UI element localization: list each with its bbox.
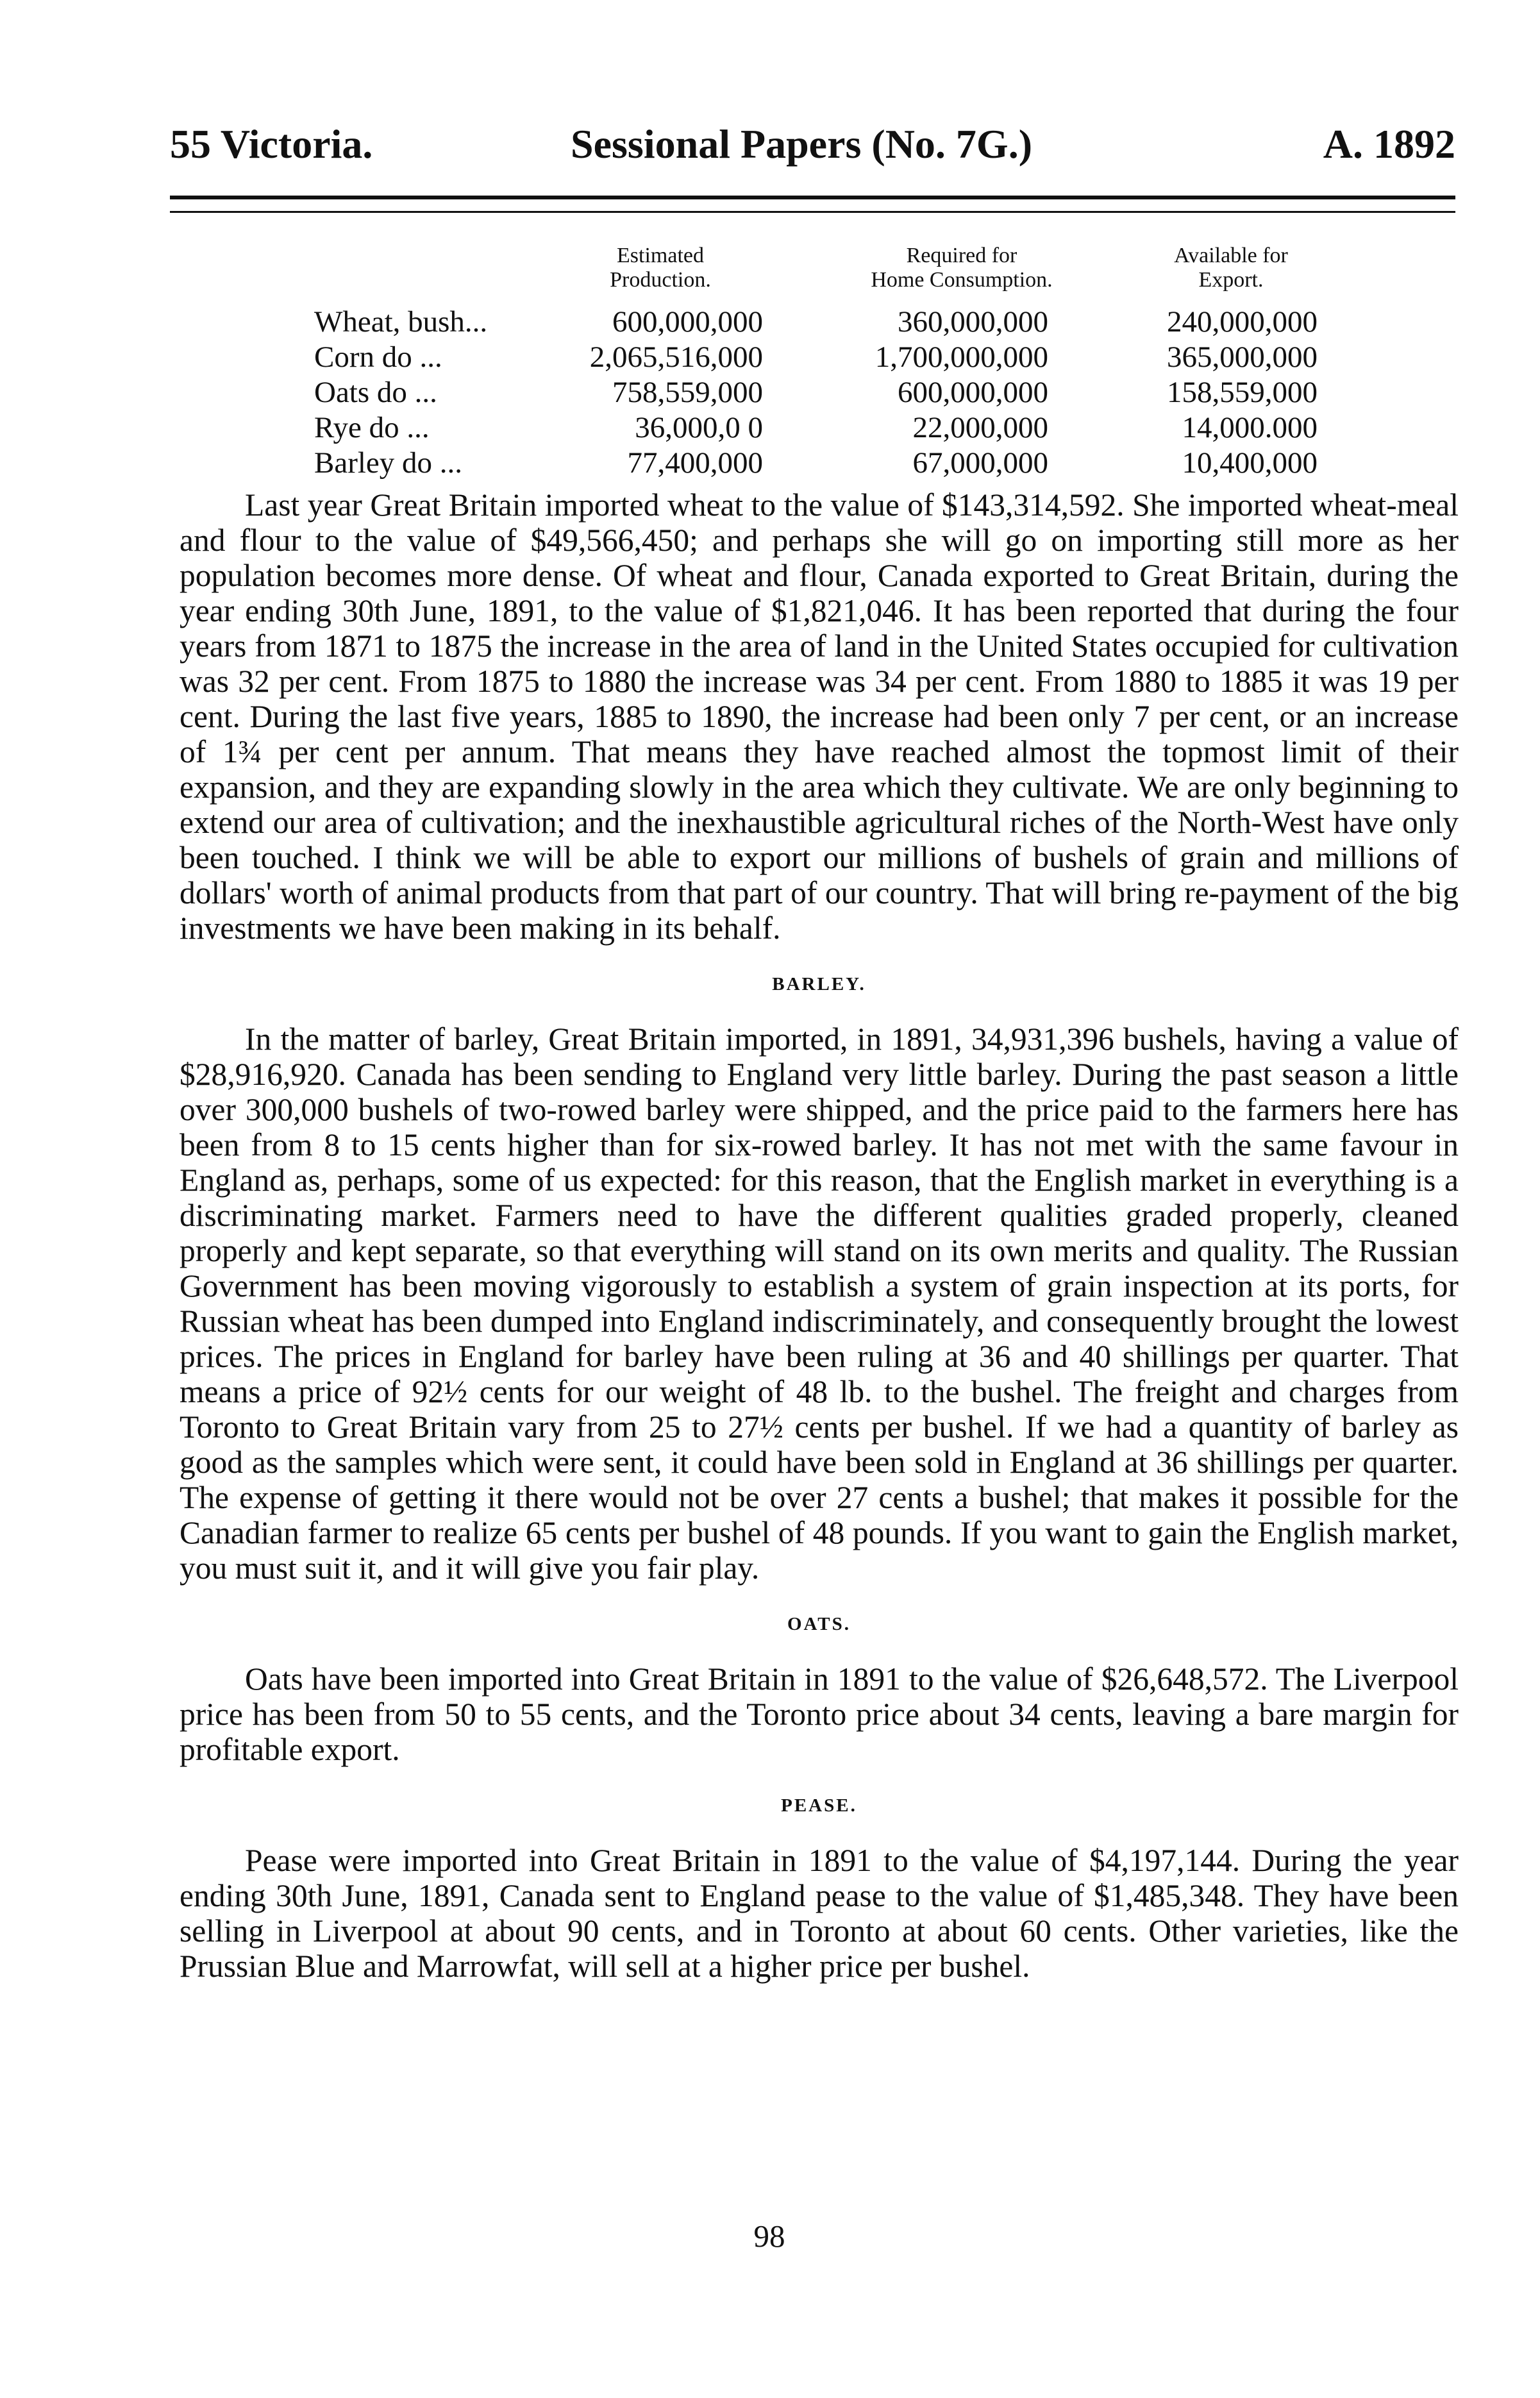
page-header	[170, 115, 1455, 173]
oats-paragraph: Oats have been imported into Great Britain in 1891 to the value of $26,648,572. The Liverpool price has been from 50 to 55 cents, and the Toronto price about 34 cents, leaving a bare margin for profitable export.	[180, 1661, 1459, 1767]
header-session: 55 Victoria.	[170, 121, 373, 167]
table-row	[0, 375, 1540, 410]
column-head-home-consumption: Required for Home Consumption.	[871, 244, 1053, 292]
table-row	[0, 305, 1540, 340]
row-crop: Wheat, bush...	[314, 305, 488, 339]
row-home: 22,000,000	[912, 411, 1048, 444]
table-row	[0, 446, 1540, 481]
row-crop: Barley do ...	[314, 446, 463, 480]
table-row	[0, 410, 1540, 446]
header-year: A. 1892	[1323, 121, 1455, 167]
row-home: 67,000,000	[912, 446, 1048, 480]
row-export: 158,559,000	[1167, 376, 1318, 409]
row-export: 14,000.000	[1182, 411, 1318, 444]
production-table	[0, 244, 1540, 481]
section-heading-pease: PEASE.	[781, 1795, 857, 1816]
row-estimated: 77,400,000	[627, 446, 763, 480]
row-home: 360,000,000	[898, 305, 1048, 339]
section-heading-barley: BARLEY.	[772, 974, 866, 994]
row-crop: Corn do ...	[314, 340, 442, 374]
pease-paragraph: Pease were imported into Great Britain in 1891 to the value of $4,197,144. During the year ending 30th June, 1891, Canada sent to England pease to the value of $1,485,348. They have been selling in Liverpool at about 90 cents, and in Toronto at about 60 cents. Other varieties, like the Prussian Blue and Marrowfat, will sell at a higher price per bushel.	[180, 1843, 1459, 1984]
row-home: 600,000,000	[898, 376, 1048, 409]
row-estimated: 600,000,000	[612, 305, 763, 339]
header-rule-thick	[170, 196, 1455, 199]
page-number: 98	[753, 2218, 785, 2254]
row-export: 365,000,000	[1167, 340, 1318, 374]
header-rule-thin	[170, 211, 1455, 213]
row-home: 1,700,000,000	[875, 340, 1048, 374]
row-crop: Rye do ...	[314, 411, 430, 444]
row-estimated: 2,065,516,000	[589, 340, 763, 374]
column-head-available-export: Available for Export.	[1174, 244, 1288, 292]
intro-paragraph: Last year Great Britain imported wheat to the value of $143,314,592. She imported wheat-meal and flour to the value of $49,566,450; and perhaps she will go on importing still more as her population becomes more dense. Of wheat and flour, Canada exported to Great Britain, during the year ending 30th June, 1891, to the value of $1,821,046. It has been reported that during the four years from 1871 to 1875 the increase in the area of land in the United States occupied for cultivation was 32 per cent. From 1875 to 1880 the increase was 34 per cent. From 1880 to 1885 it was 19 per cent. During the last five years, 1885 to 1890, the increase had been only 7 per cent, or an increase of 1¾ per cent per annum. That means they have reached almost the topmost limit of their expansion, and they are expanding slowly in the area which they cultivate. We are only beginning to extend our area of cultivation; and the inexhaustible agricultural riches of the North-West have only been touched. I think we will be able to export our millions of bushels of grain and millions of dollars' worth of animal products from that part of our country. That will bring re-payment of the big investments we have been making in its behalf.	[180, 487, 1459, 946]
row-export: 240,000,000	[1167, 305, 1318, 339]
row-crop: Oats do ...	[314, 376, 437, 409]
column-head-estimated-production: Estimated Production.	[610, 244, 711, 292]
row-estimated: 36,000,0 0	[635, 411, 763, 444]
body-text	[180, 487, 1459, 1984]
table-row	[0, 340, 1540, 375]
row-export: 10,400,000	[1182, 446, 1318, 480]
row-estimated: 758,559,000	[612, 376, 763, 409]
barley-paragraph: In the matter of barley, Great Britain imported, in 1891, 34,931,396 bushels, having a value of $28,916,920. Canada has been sending to England very little barley. During the past season a little over 300,000 bushels of two-rowed barley were shipped, and the price paid to the farmers here has been from 8 to 15 cents higher than for six-rowed barley. It has not met with the same favour in England as, perhaps, some of us expected: for this reason, that the English market in everything is a discriminating market. Farmers need to have the different qualities graded properly, cleaned properly and kept separate, so that everything will stand on its own merits and quality. The Russian Government has been moving vigorously to establish a system of grain inspection at its ports, for Russian wheat has been dumped into England indiscriminately, and consequently brought the lowest prices. The prices in England for barley have been ruling at 36 and 40 shillings per quarter. That means a price of 92½ cents for our weight of 48 lb. to the bushel. The freight and charges from Toronto to Great Britain vary from 25 to 27½ cents per bushel. If we had a quantity of barley as good as the samples which were sent, it could have been sold in England at 36 shillings per quarter. The expense of getting it there would not be over 27 cents a bushel; that makes it possible for the Canadian farmer to realize 65 cents per bushel of 48 pounds. If you want to gain the English market, you must suit it, and it will give you fair play.	[180, 1021, 1459, 1586]
section-heading-oats: OATS.	[787, 1614, 851, 1634]
header-title: Sessional Papers (No. 7G.)	[571, 121, 1032, 167]
